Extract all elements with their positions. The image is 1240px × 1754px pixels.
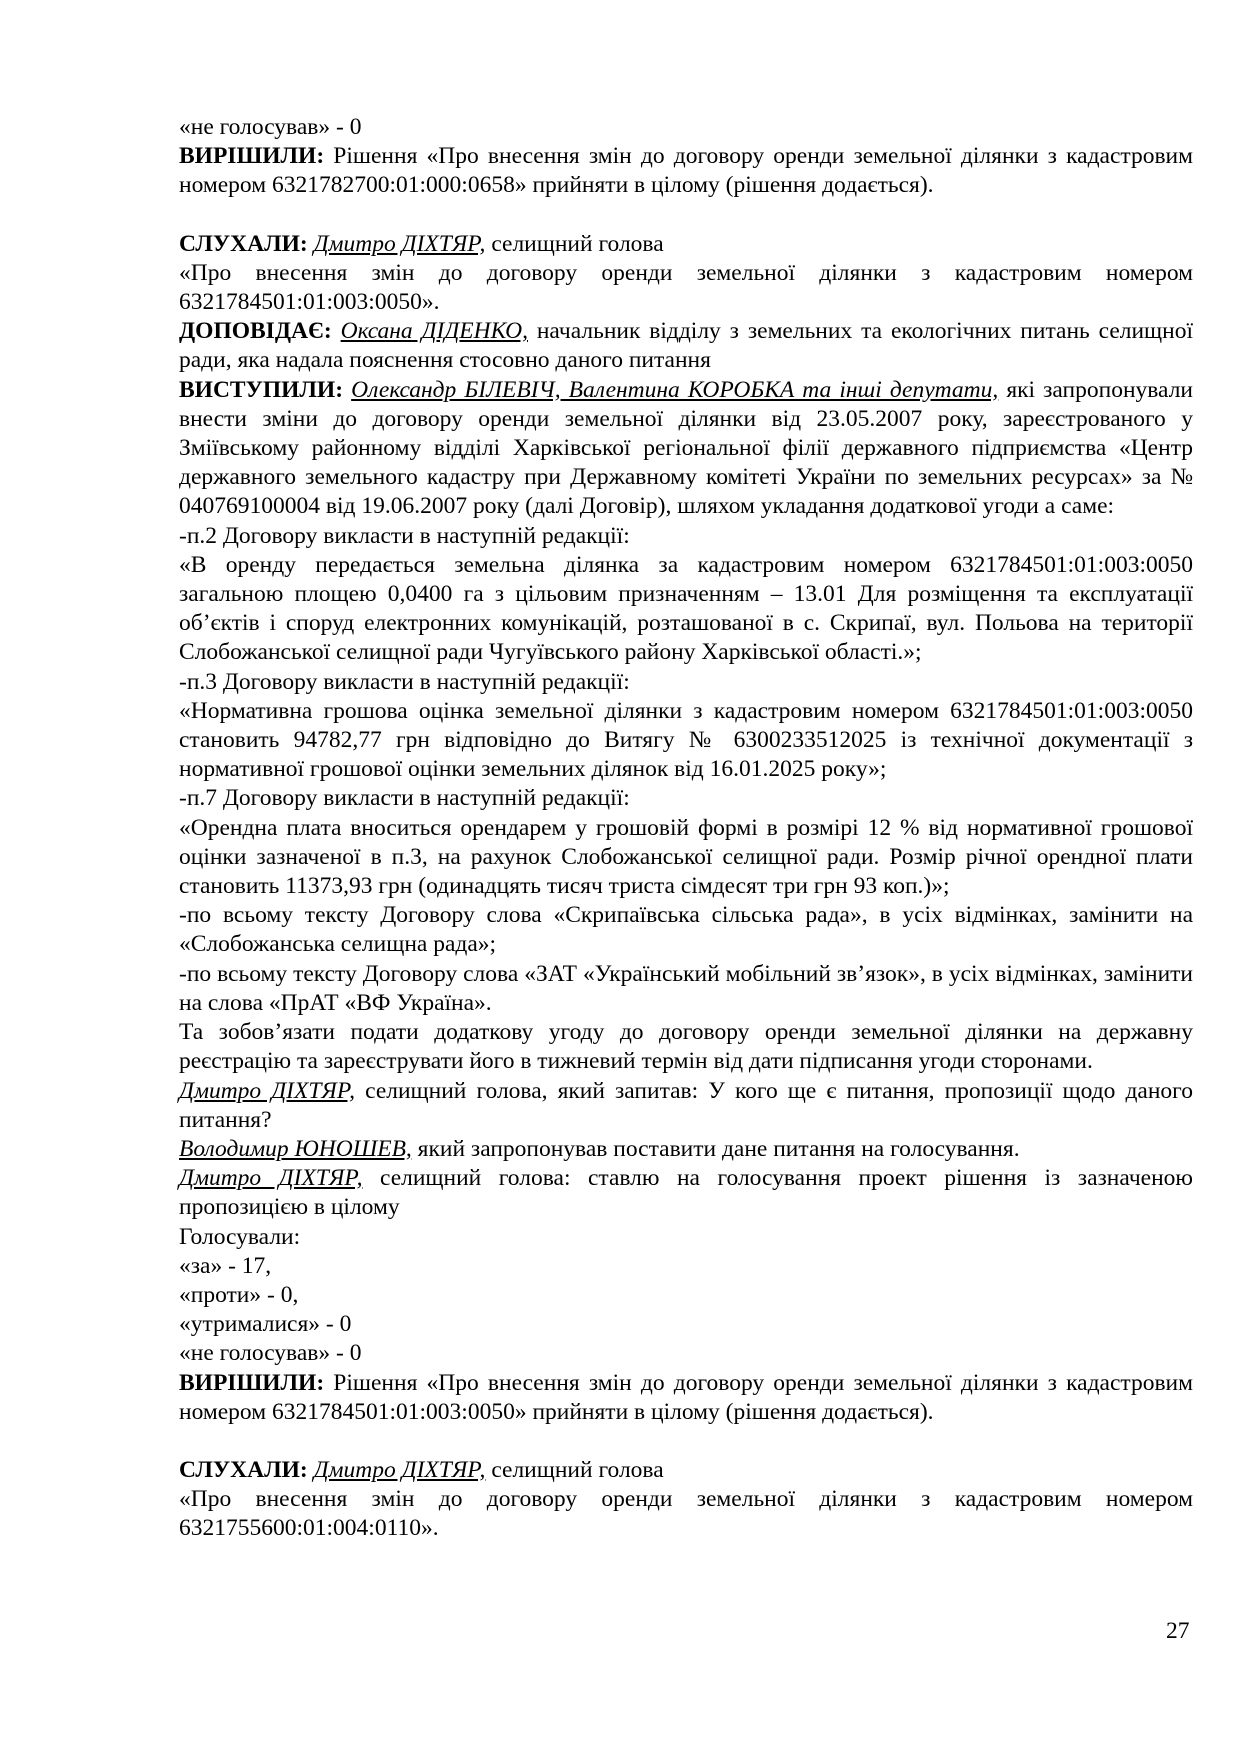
spoke-names: Олександр БІЛЕВІЧ, Валентина КОРОБКА та інші депутати, — [351, 376, 999, 403]
spoke-paragraph — [179, 376, 1193, 522]
vote-abstained: «утрималися» - 0 — [179, 1311, 352, 1338]
heard-name: Дмитро ДІХТЯР, — [313, 230, 486, 257]
clause-7-intro: -п.7 Договору викласти в наступній редакції: — [179, 785, 630, 812]
chair-question-paragraph — [179, 1077, 1193, 1135]
replace-paragraph-2: -по всьому тексту Договору слова «ЗАТ «Український мобільний зв’язок», в усіх відмінках, замінити на слова «ПрАТ «ВФ Україна». — [179, 960, 1193, 1016]
heard-line — [179, 230, 1193, 259]
spoke-label: ВИСТУПИЛИ: — [179, 376, 344, 403]
heard-role: селищний голова — [485, 230, 664, 257]
member-proposal-text: який запропонував поставити дане питання на голосування. — [411, 1135, 1020, 1162]
report-name: Оксана ДІДЕНКО, — [340, 318, 528, 345]
clause-2-text: «В оренду передається земельна ділянка за кадастровим номером 6321784501:01:003:0050 загальною площею 0,0400 га з цільовим призначенням – 13.01 Для розміщення та експлуатації об’єктів і споруд електронних комунікацій, розташованої в с. Скрипаї, вул. Польова на території Слобожанської селищної ради Чугуївського району Харківської області.»; — [179, 551, 1193, 666]
clause-7-text: «Орендна плата вноситься орендарем у грошовій формі в розмірі 12 % від нормативної грошової оцінки зазначеної в п.3, на рахунок Слобожанської селищної ради. Розмір річної орендної плати становить 11373,93 грн (одинадцять тисяч триста сімдесят три грн 93 коп.)»; — [179, 814, 1193, 900]
heard-label: СЛУХАЛИ: — [179, 230, 308, 257]
heard-role: селищний голова — [485, 1456, 664, 1483]
topic-paragraph: «Про внесення змін до договору оренди земельної ділянки з кадастровим номером 6321755600:01:004:0110». — [179, 1486, 1193, 1542]
decided-label: ВИРІШИЛИ: — [179, 143, 325, 170]
heard-label: СЛУХАЛИ: — [179, 1456, 308, 1483]
member-proposal-paragraph — [179, 1135, 1193, 1164]
vote-not-voted: «не голосував» - 0 — [179, 1340, 362, 1367]
decided-text: Рішення «Про внесення змін до договору оренди земельної ділянки з кадастровим номером 6321784501:01:003:0050» прийняти в цілому (рішення додається). — [179, 1369, 1193, 1425]
clause-3-intro: -п.3 Договору викласти в наступній редакції: — [179, 668, 630, 695]
replace-paragraph-1: -по всьому тексту Договору слова «Скрипаївська сільська рада», в усіх відмінках, замінити на «Слобожанська селищна рада»; — [179, 902, 1193, 958]
chair-name: Дмитро ДІХТЯР, — [179, 1165, 363, 1192]
document-body — [179, 113, 1193, 1544]
voted-label: Голосували: — [179, 1223, 301, 1250]
topic-paragraph: «Про внесення змін до договору оренди земельної ділянки з кадастровим номером 6321784501:01:003:0050». — [179, 259, 1193, 316]
spoke-text: які запропонували внести зміни до договору оренди земельної ділянки від 23.05.2007 року, зареєстрованого у Зміївському районному відділі Харківської регіональної філії державного підприємства «Центр державного земельного кадастру при Державному комітеті України по земельних ресурсах» за № 040769100004 від 19.06.2007 року (далі Договір), шляхом укладання додаткової угоди а саме: — [179, 376, 1193, 520]
decision-paragraph — [179, 142, 1193, 200]
chair-vote-paragraph — [179, 1164, 1193, 1222]
spacer — [179, 1427, 1193, 1456]
decided-label: ВИРІШИЛИ: — [179, 1369, 325, 1396]
vote-for: «за» - 17, — [179, 1252, 272, 1279]
clause-3-text: «Нормативна грошова оцінка земельної ділянки з кадастровим номером 6321784501:01:003:0050 становить 94782,77 грн відповідно до Витягу № 6300233512025 із технічної документації з нормативної грошової оцінки земельних ділянок від 16.01.2025 року»; — [179, 697, 1193, 783]
heard-line — [179, 1456, 1193, 1485]
report-text: начальник відділу з земельних та екологічних питань селищної ради, яка надала пояснення стосовно даного питання — [179, 318, 1194, 374]
chair-name: Дмитро ДІХТЯР, — [179, 1077, 356, 1104]
vote-against: «проти» - 0, — [179, 1281, 299, 1308]
decided-text: Рішення «Про внесення змін до договору оренди земельної ділянки з кадастровим номером 6321782700:01:000:0658» прийняти в цілому (рішення додається). — [179, 143, 1193, 199]
report-label: ДОПОВІДАЄ: — [179, 318, 332, 345]
chair-question-text: селищний голова, який запитав: У кого ще є питання, пропозиції щодо даного питання? — [179, 1077, 1193, 1133]
page-number: 27 — [1166, 1618, 1190, 1644]
member-name: Володимир ЮНОШЕВ, — [179, 1135, 412, 1162]
not-voted-line: «не голосував» - 0 — [179, 114, 362, 140]
report-paragraph — [179, 317, 1193, 375]
chair-vote-text: селищний голова: ставлю на голосування проект рішення із зазначеною пропозицією в цілому — [179, 1165, 1193, 1221]
decision-paragraph — [179, 1369, 1193, 1427]
heard-name: Дмитро ДІХТЯР, — [313, 1456, 486, 1483]
spacer — [179, 201, 1193, 230]
obligation-paragraph: Та зобов’язати подати додаткову угоду до договору оренди земельної ділянки на державну реєстрацію та зареєструвати його в тижневий термін від дати підписання угоди сторонами. — [179, 1019, 1193, 1075]
clause-2-intro: -п.2 Договору викласти в наступній редакції: — [179, 522, 630, 549]
